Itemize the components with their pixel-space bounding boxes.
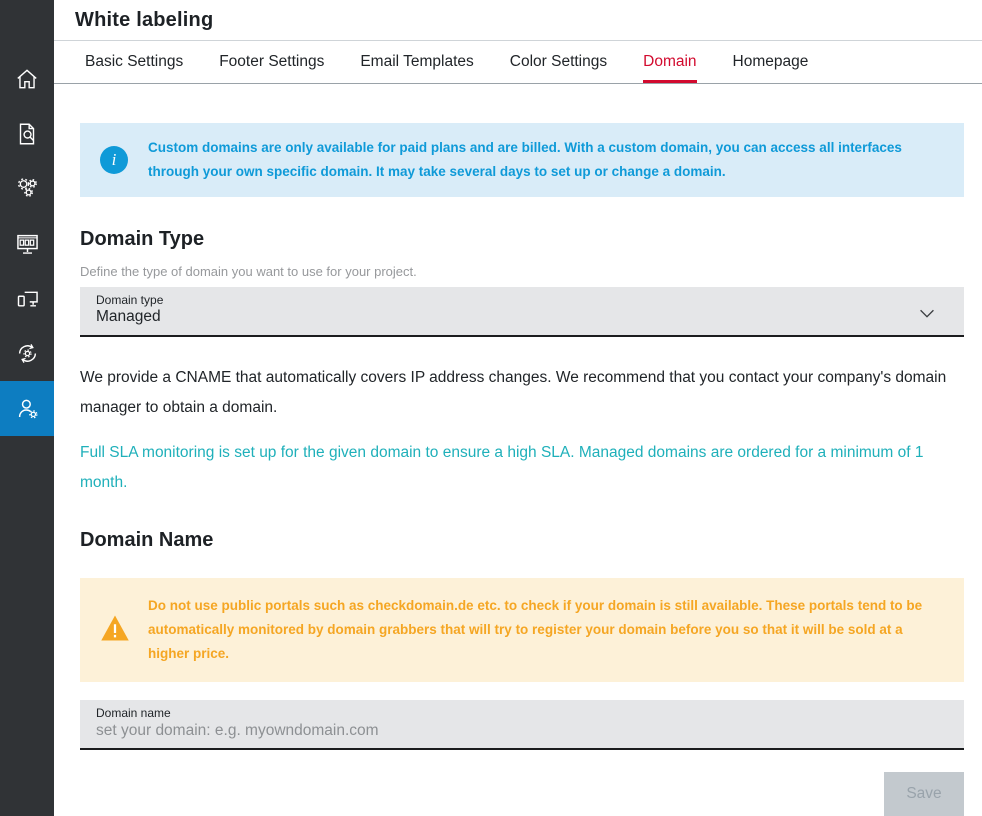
sidebar-item-white-labeling[interactable] xyxy=(0,381,54,436)
domain-name-heading: Domain Name xyxy=(80,529,214,551)
sidebar-item-home[interactable] xyxy=(0,51,54,106)
actions-row xyxy=(80,772,964,816)
responsive-devices-icon xyxy=(14,285,41,312)
domain-type-select-value: Managed xyxy=(96,308,161,325)
info-banner xyxy=(80,123,964,197)
tab-bar xyxy=(54,41,982,84)
info-banner-text: Custom domains are only available for paid plans and are billed. With a custom domain, you can access all interfaces through your own specific domain. It may take several days to set up or change a domain. xyxy=(148,140,902,179)
page-header xyxy=(54,0,982,41)
sidebar-item-deployment[interactable] xyxy=(0,326,54,381)
services-gears-icon xyxy=(14,175,41,202)
sidebar-item-services[interactable] xyxy=(0,161,54,216)
tab-color-settings[interactable]: Color Settings xyxy=(509,53,608,71)
desktop-windows-icon xyxy=(14,230,41,257)
sync-settings-icon xyxy=(14,340,41,367)
warning-banner-text: Do not use public portals such as checkdomain.de etc. to check if your domain is still available. These portals tend to be automatically monitored by domain grabbers that will try to register your domain before you so that it will be sold at a higher price. xyxy=(148,598,923,661)
warning-icon xyxy=(100,614,130,647)
chevron-down-icon xyxy=(916,302,938,329)
warning-banner xyxy=(80,578,964,682)
domain-type-select[interactable] xyxy=(80,287,964,337)
sidebar-item-devices[interactable] xyxy=(0,271,54,326)
info-icon: i xyxy=(100,146,128,174)
sidebar-item-report-search[interactable] xyxy=(0,106,54,161)
domain-type-heading: Domain Type xyxy=(80,228,205,250)
domain-name-input[interactable] xyxy=(96,722,948,740)
tab-content xyxy=(54,84,982,816)
tab-footer-settings[interactable]: Footer Settings xyxy=(219,53,325,71)
save-button[interactable]: Save xyxy=(884,772,964,816)
tab-domain[interactable]: Domain xyxy=(643,41,696,83)
cname-paragraph: We provide a CNAME that automatically covers IP address changes. We recommend that you contact your company's domain manager to obtain a domain. xyxy=(80,369,947,416)
user-settings-icon xyxy=(14,395,41,422)
domain-type-select-label: Domain type xyxy=(96,293,164,307)
tab-email-templates[interactable]: Email Templates xyxy=(360,53,474,71)
domain-type-description: Define the type of domain you want to use for your project. xyxy=(80,264,417,279)
tab-homepage[interactable]: Homepage xyxy=(732,53,809,71)
domain-name-field[interactable] xyxy=(80,700,964,750)
page-title: White labeling xyxy=(75,8,214,31)
sla-note: Full SLA monitoring is set up for the given domain to ensure a high SLA. Managed domains are ordered for a minimum of 1 month. xyxy=(80,444,924,491)
domain-name-label: Domain name xyxy=(96,706,171,720)
home-icon xyxy=(14,66,40,92)
main-area xyxy=(54,0,982,816)
sidebar-item-desktop[interactable] xyxy=(0,216,54,271)
document-search-icon xyxy=(14,121,40,147)
sidebar xyxy=(0,0,54,816)
tab-basic-settings[interactable]: Basic Settings xyxy=(85,53,184,71)
